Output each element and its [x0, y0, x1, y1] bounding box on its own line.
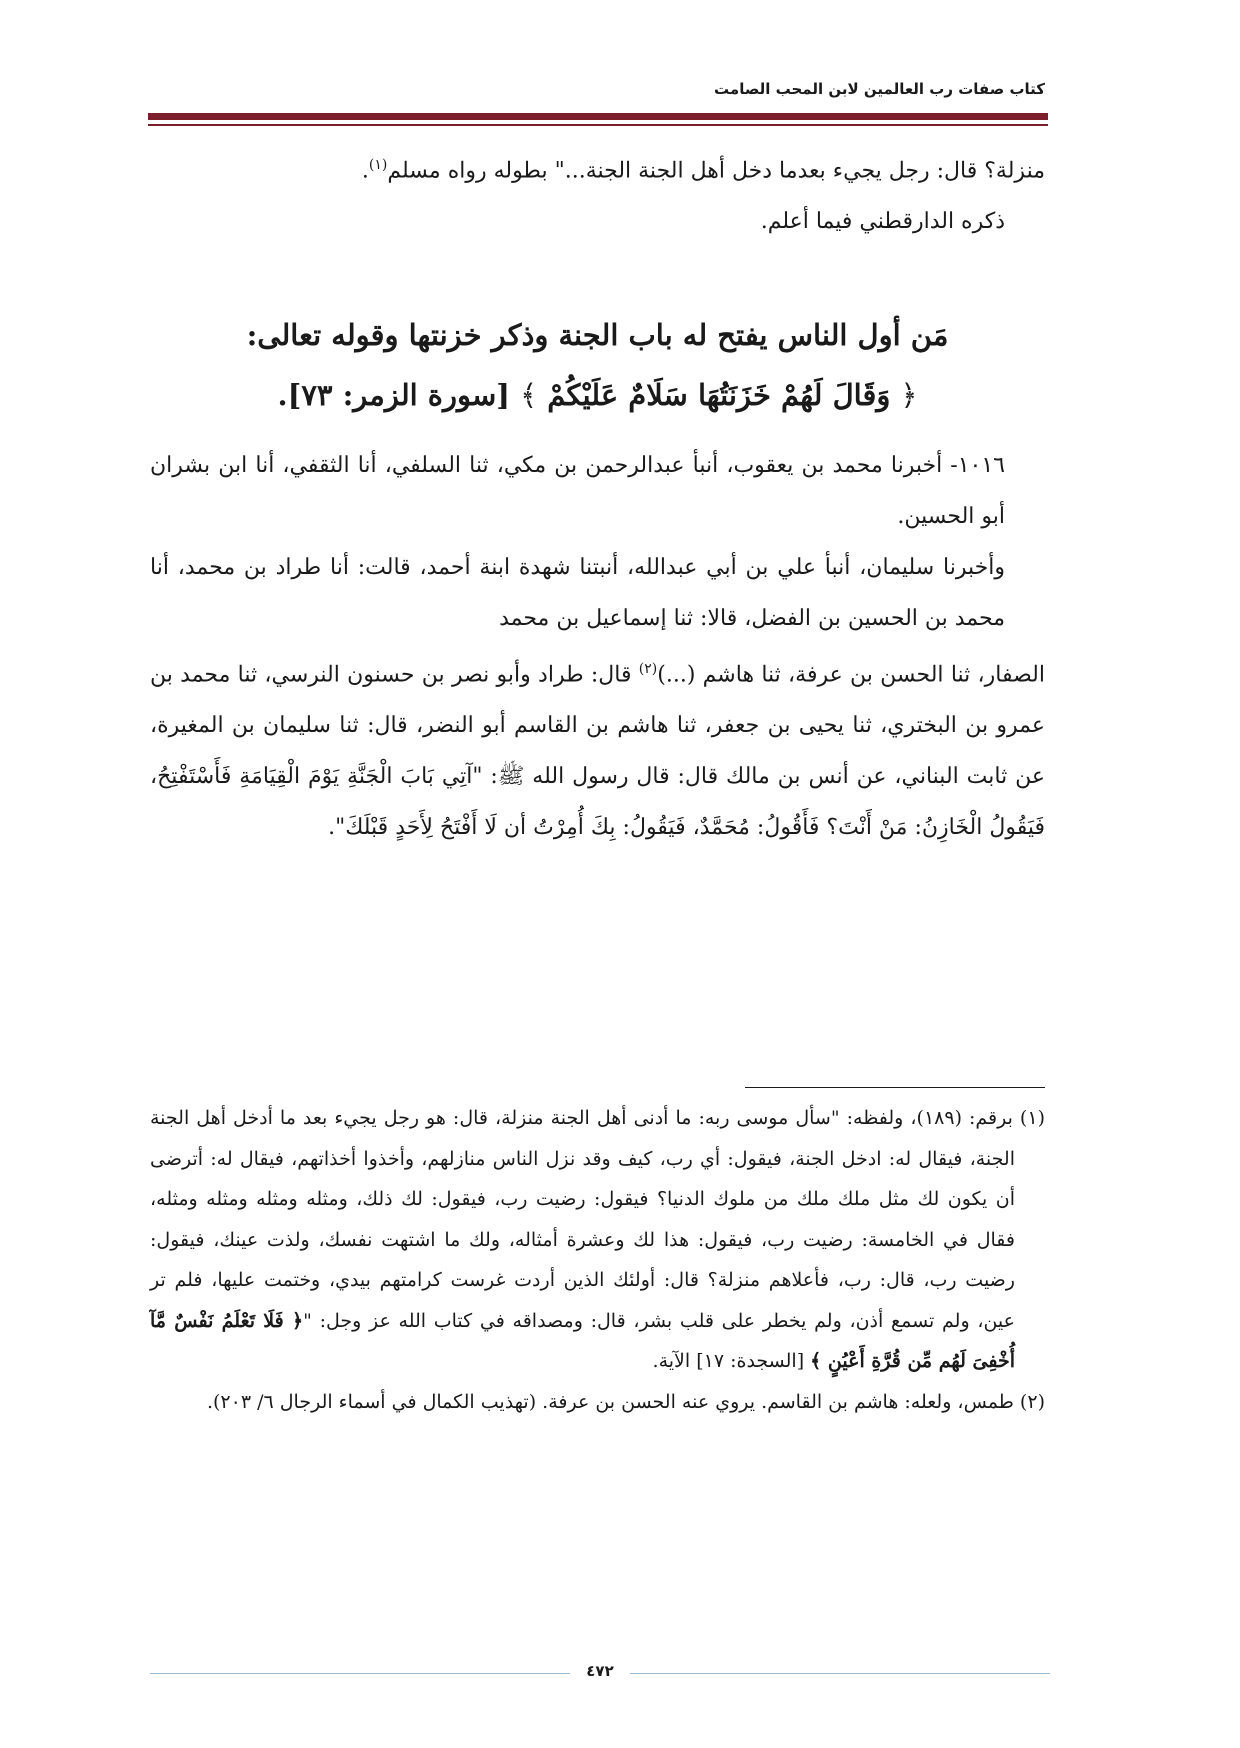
top-line-1-end: .: [361, 158, 369, 184]
hadith-para-3-start: الصفار، ثنا الحسن بن عرفة، ثنا هاشم (...): [657, 662, 1046, 688]
quran-reference: [سورة الزمر: ٧٣].: [277, 378, 511, 412]
quran-verse: وَقَالَ لَهُمْ خَزَنَتُهَا سَلَامٌ عَلَيْكُمْ: [547, 378, 891, 412]
top-line-1: [150, 140, 1045, 196]
top-line-2: ذكره الدارقطني فيما أعلم.: [760, 209, 1005, 235]
top-line-1-text: منزلة؟ قال: رجل يجيء بعدما دخل أهل الجنة الجنة..." بطوله رواه مسلم: [387, 158, 1045, 184]
footnote-2: (٢) طمس، ولعله: هاشم بن القاسم. يروي عنه الحسن بن عرفة. (تهذيب الكمال في أسماء الرجال ٦/ ٢٠٣).: [206, 1390, 1045, 1413]
page-number: ٤٧٢: [586, 1662, 614, 1680]
page-footer: [150, 1662, 1050, 1686]
footnote-separator: [745, 1087, 1045, 1088]
footer-line-left: [150, 1673, 570, 1674]
quran-bracket-close: ﴾: [520, 378, 538, 412]
header-rule-thick: [148, 113, 1048, 120]
section-heading-verse: [150, 365, 1045, 425]
footnote-1-quran: ﴿ فَلَا تَعْلَمُ نَفْسٌ مَّآ أُخْفِىَ لَهُم مِّن قُرَّةِ أَعْيُنٍ ﴾: [150, 1309, 1015, 1372]
header-rule-thin: [148, 124, 1048, 126]
footnote-1-ref: [السجدة: ١٧] الآية.: [652, 1350, 811, 1372]
footnote-ref-1[interactable]: (١): [368, 157, 388, 173]
footnote-ref-2[interactable]: (٢): [638, 661, 658, 677]
running-header: كتاب صفات رب العالمين لابن المحب الصامت: [714, 80, 1045, 98]
quran-bracket-open: ﴿: [900, 378, 918, 412]
hadith-body: [150, 440, 1045, 853]
section-heading: [150, 305, 1045, 425]
top-paragraph: [150, 140, 1045, 247]
footer-line-right: [630, 1673, 1050, 1674]
footnote-1-text: (١) برقم: (١٨٩)، ولفظه: "سأل موسى ربه: ما أدنى أهل الجنة منزلة، قال: هو رجل يجيء بعد ما أدخل أهل الجنة الجنة، فيقال له: ادخل الجنة، فيقول: أي رب، كيف وقد نزل الناس منازلهم، وأخذوا أخذاتهم، فيقال له: أترضى أن يكون لك مثل ملك ملك من ملوك الدنيا؟ فيقول: رضيت رب، فيقول: لك ذلك، ومثله ومثله ومثله ومثله، فقال في الخامسة: رضيت رب، فيقول: هذا لك وعشرة أمثاله، ولك ما اشتهت نفسك، ولذت عينك، فيقول: رضيت رب، قال: رب، فأعلاهم منزلة؟ قال: أولئك الذين أردت غرست كرامتهم بيدي، وختمت عليها، فلم تر عين، ولم تسمع أذن، ولم يخطر على قلب بشر، قال: ومصداقه في كتاب الله عز وجل: ": [150, 1107, 1045, 1332]
hadith-para-3: [150, 644, 1045, 853]
hadith-para-3-rest: قال: طراد وأبو نصر بن حسنون النرسي، ثنا محمد بن عمرو بن البختري، ثنا يحيى بن جعفر، ثنا هاشم بن القاسم أبو النضر، قال: ثنا سليمان بن المغيرة، عن ثابت البناني، عن أنس بن مالك قال: قال رسول الله ﷺ: "آتِي بَابَ الْجَنَّةِ يَوْمَ الْقِيَامَةِ فَأَسْتَفْتِحُ، فَيَقُولُ الْخَازِنُ: مَنْ أَنْتَ؟ فَأَقُولُ: مُحَمَّدٌ، فَيَقُولُ: بِكَ أُمِرْتُ أن لَا أَفْتَحُ لِأَحَدٍ قَبْلَكَ".: [150, 662, 1045, 841]
section-heading-title: مَن أول الناس يفتح له باب الجنة وذكر خزنتها وقوله تعالى:: [246, 318, 949, 352]
hadith-para-1: ١٠١٦- أخبرنا محمد بن يعقوب، أنبأ عبدالرحمن بن مكي، ثنا السلفي، أنا الثقفي، أنا ابن بشران أبو الحسين.: [150, 453, 1005, 529]
footnote-1: [150, 1098, 1045, 1382]
footnotes: [150, 1098, 1045, 1422]
hadith-para-2: وأخبرنا سليمان، أنبأ علي بن أبي عبدالله، أنبتنا شهدة ابنة أحمد، قالت: أنا طراد بن محمد، أنا محمد بن الحسين بن الفضل، قالا: ثنا إسماعيل بن محمد: [150, 555, 1005, 631]
